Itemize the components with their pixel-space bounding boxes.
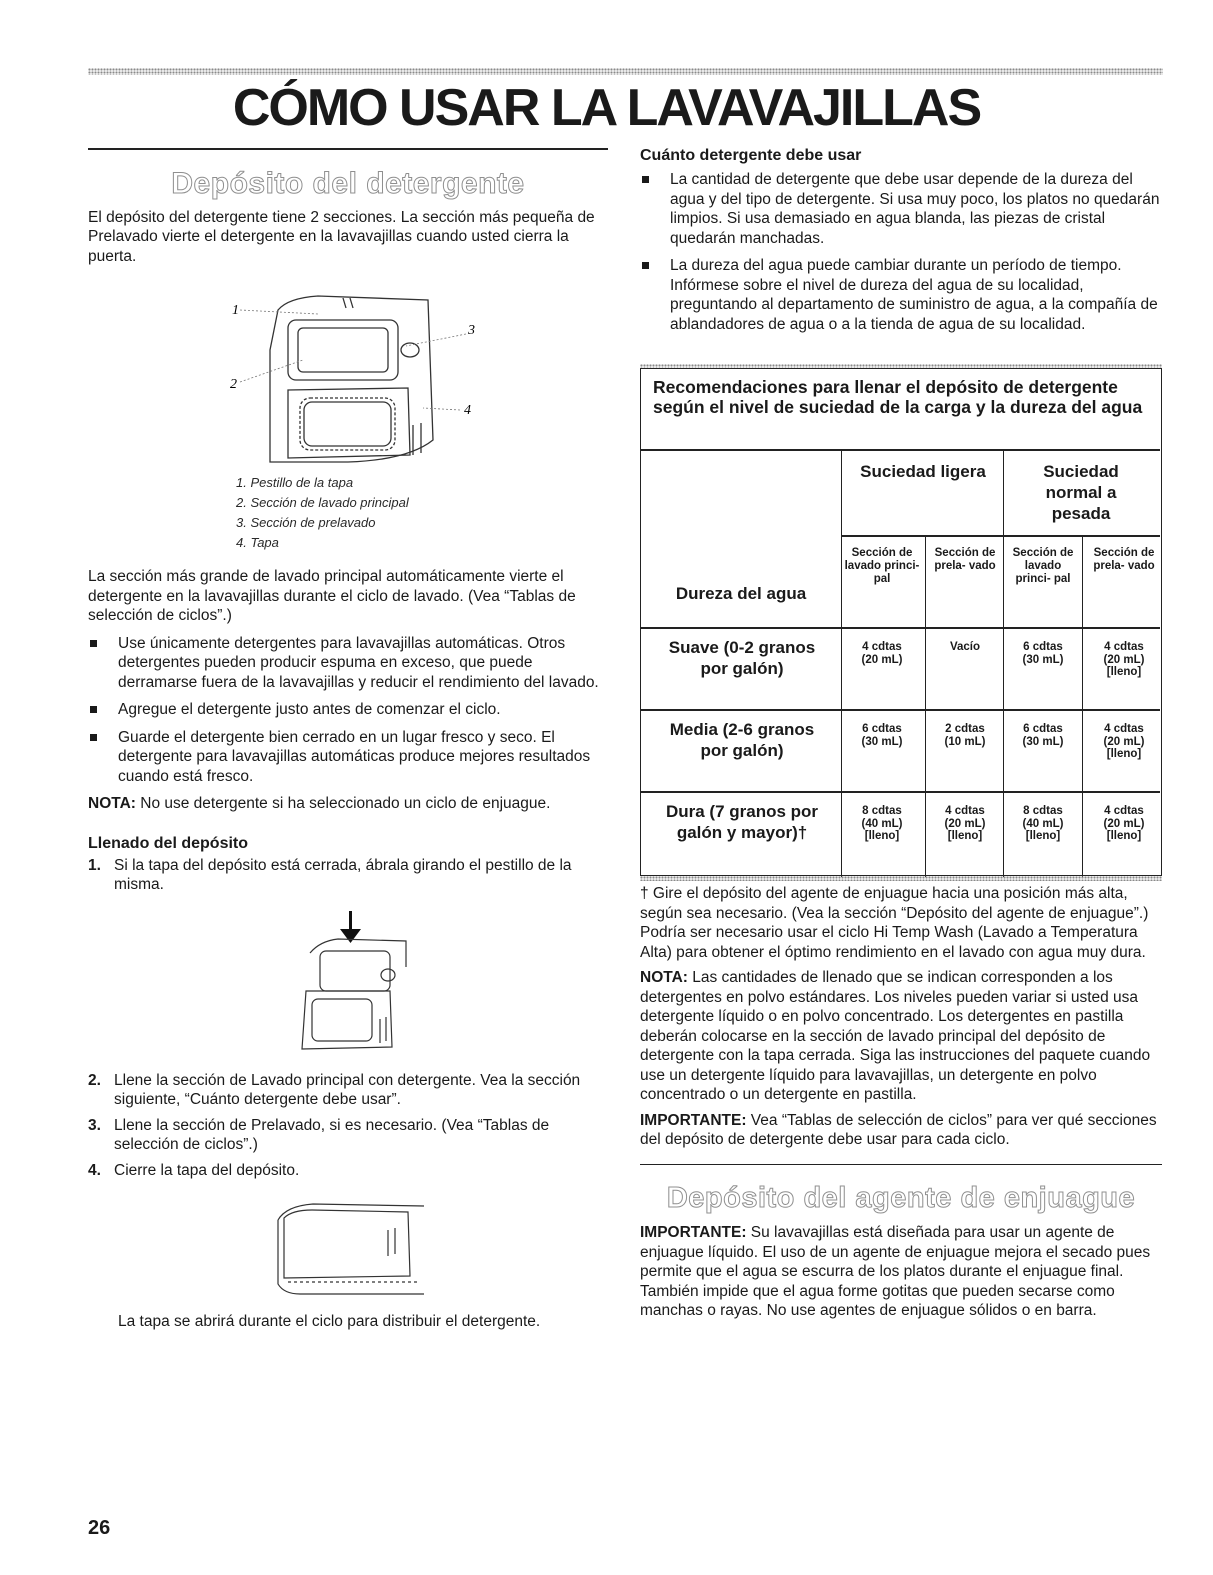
diagram-captions [236,473,608,553]
rinse-aid-heading: Depósito del agente de enjuague [666,1182,1136,1214]
step-item [88,1161,608,1181]
group-header-normal-heavy: Suciedad normal a pesada [1043,462,1119,523]
table-cell: 6 cdtas (30 mL) [1022,723,1064,748]
table-cell: Vacío [949,641,981,653]
open-lid-illustration [88,907,608,1057]
closed-lid-diagram [88,1198,608,1298]
step-item [88,1116,608,1155]
step-number: 4. [88,1161,101,1179]
important-text: Vea “Tablas de selección de ciclos” para ver qué secciones del depósito de detergente debe usar para cada ciclo. [640,1111,1157,1148]
closing-paragraph: La tapa se abrirá durante el ciclo para distribuir el detergente. [118,1313,541,1330]
footnote: † Gire el depósito del agente de enjuague hacia una posición más alta, según sea necesario. (Vea la sección “Depósito del agente de enjuague”.) Podría ser necesario usar el ciclo Hi Temp Wash (Lavado a Temperatura Alta) para obtener el óptimo rendimiento en el lavado con agua muy dura. [640,885,1149,961]
callout-1: 1 [232,303,239,318]
bullet-item: La cantidad de detergente que debe usar depende de la dureza del agua y del tipo de detergente. Si usa muy poco, los platos no quedarán limpios. Si usa demasiado en agua blanda, las piezas de cristal quedarán manchadas. [640,170,1162,248]
rinse-paragraph [640,1223,1162,1321]
sub-header: Sección de prela- vado [1093,547,1155,572]
table-title: Recomendaciones para llenar el depósito de detergente según el nivel de suciedad de la carga y la dureza del agua [653,377,1143,417]
note-text: Las cantidades de llenado que se indican corresponden a los detergentes en polvo estándares. Los niveles pueden variar si usted usa detergente líquido o en polvo concentrado. Los detergentes en pastilla deberán colocarse en la sección de lavado principal del depósito de detergente con la tapa cerrada. Siga las instrucciones del paquete cuando use un detergente líquido para lavavajillas, un detergente en polvo concentrado o un detergente en pastilla. [640,969,1151,1103]
table-rule [641,449,1160,451]
sub-header: Sección de lavado princi- pal [844,547,920,585]
row-label-hard: Dura (7 granos por galón y mayor)† [665,802,819,842]
intro-paragraph: El depósito del detergente tiene 2 secciones. La sección más pequeña de Prelavado vierte el detergente en la lavavajillas cuando usted cierra la puerta. [88,208,595,265]
rinse-label: IMPORTANTE: [640,1224,747,1241]
bullet-item: Use únicamente detergentes para lavavajillas automáticas. Otros detergentes pueden producir espuma en exceso, que puede derramarse fuera de la lavavajillas y reducir el rendimiento del lavado. [88,634,608,693]
detergent-table [640,368,1162,876]
page-number: 26 [88,1517,111,1539]
table-rule [1082,535,1083,877]
section-rule [640,1164,1162,1166]
sub-header: Sección de lavado princi- pal [1012,547,1074,585]
top-dotted-rule [88,68,1163,75]
caption-2: 2. Sección de lavado principal [236,495,409,510]
important-label: IMPORTANTE: [640,1111,747,1129]
table-cell: 6 cdtas (30 mL) [1022,641,1064,666]
dispenser-diagram [88,290,608,475]
callout-4: 4 [464,403,471,418]
note-text: No use detergente si ha seleccionado un ciclo de enjuague. [135,795,551,812]
table-cell: 8 cdtas (40 mL) [lleno] [861,805,903,842]
table-cell: 4 cdtas (20 mL) [lleno] [1103,641,1145,678]
important-paragraph [640,1111,1162,1150]
table-cell: 2 cdtas (10 mL) [944,723,986,748]
bullet-item: Guarde el detergente bien cerrado en un lugar fresco y seco. El detergente para lavavajillas automáticas produce mejores resultados cuando está fresco. [88,728,608,787]
table-cell: 6 cdtas (30 mL) [861,723,903,748]
step-item [88,856,608,895]
note-label: NOTA: [640,969,688,986]
table-dotted-rule [640,876,1162,881]
note-paragraph [640,968,1162,1105]
step-text: Si la tapa del depósito está cerrada, ábrala girando el pestillo de la misma. [114,856,572,893]
step-number: 1. [88,856,101,874]
table-cell: 4 cdtas (20 mL) [lleno] [1103,723,1145,760]
step-text: Llene la sección de Prelavado, si es necesario. (Vea “Tablas de selección de ciclos”.) [114,1116,550,1153]
section-rule [88,148,608,150]
detergent-dispenser-heading: Depósito del detergente [171,166,525,200]
sub-header: Sección de prela- vado [934,547,996,572]
table-rule [841,449,842,877]
note-label: NOTA: [88,795,136,812]
row-label-medium: Media (2-6 granos por galón) [669,720,815,760]
table-cell: 4 cdtas (20 mL) [lleno] [1103,805,1145,842]
bullet-item: Agregue el detergente justo antes de comenzar el ciclo. [88,700,608,720]
callout-3: 3 [468,323,475,338]
open-lid-diagram [88,907,608,1057]
fill-heading: Llenado del depósito [88,834,249,852]
table-rule [925,535,926,877]
dispenser-illustration [88,290,608,475]
step-text: Cierre la tapa del depósito. [114,1161,300,1179]
row-header-label: Dureza del agua [675,584,807,603]
table-rule [1003,449,1004,877]
amount-heading: Cuánto detergente debe usar [640,147,862,164]
caption-4: 4. Tapa [236,535,279,550]
table-rule [841,535,1160,537]
left-column [88,148,608,1332]
step-number: 2. [88,1071,101,1089]
callout-2: 2 [230,377,237,392]
page-title: CÓMO USAR LA LAVAVAJILLAS [232,79,981,137]
caption-3: 3. Sección de prelavado [236,515,376,530]
table-cell: 4 cdtas (20 mL) [lleno] [944,805,986,842]
right-column [640,146,1162,334]
step-item [88,1071,608,1110]
note-paragraph [88,794,608,814]
group-header-light: Suciedad ligera [860,462,986,481]
closed-lid-illustration [88,1198,608,1298]
table-cell: 4 cdtas (20 mL) [861,641,903,666]
caption-1: 1. Pestillo de la tapa [236,475,354,490]
left-bullets [88,634,608,787]
main-section-paragraph: La sección más grande de lavado principal automáticamente vierte el detergente en la lavavajillas durante el ciclo de lavado. (Vea “Tablas de selección de ciclos”.) [88,568,576,624]
rinse-text: Su lavavajillas está diseñada para usar un agente de enjuague líquido. El uso de un agente de enjuague mejora el secado pues permite que el agua se escurra de los platos durante el enjuague final. También impide que el agua forme gotitas que pueden secarse como manchas o rayas. No use agentes de enjuague sólidos o en barra. [640,1224,1151,1319]
step-text: Llene la sección de Lavado principal con detergente. Vea la sección siguiente, “Cuánto detergente debe usar”. [114,1071,581,1108]
row-label-soft: Suave (0-2 granos por galón) [668,638,816,678]
step-number: 3. [88,1116,101,1134]
bullet-item: La dureza del agua puede cambiar durante un período de tiempo. Infórmese sobre el nivel de dureza del agua de su localidad, preguntando al departamento de suministro de agua, a la compañía de ablandadores de agua o a la tienda de agua de su localidad. [640,256,1162,334]
table-cell: 8 cdtas (40 mL) [lleno] [1022,805,1064,842]
right-column-lower [640,884,1162,1321]
